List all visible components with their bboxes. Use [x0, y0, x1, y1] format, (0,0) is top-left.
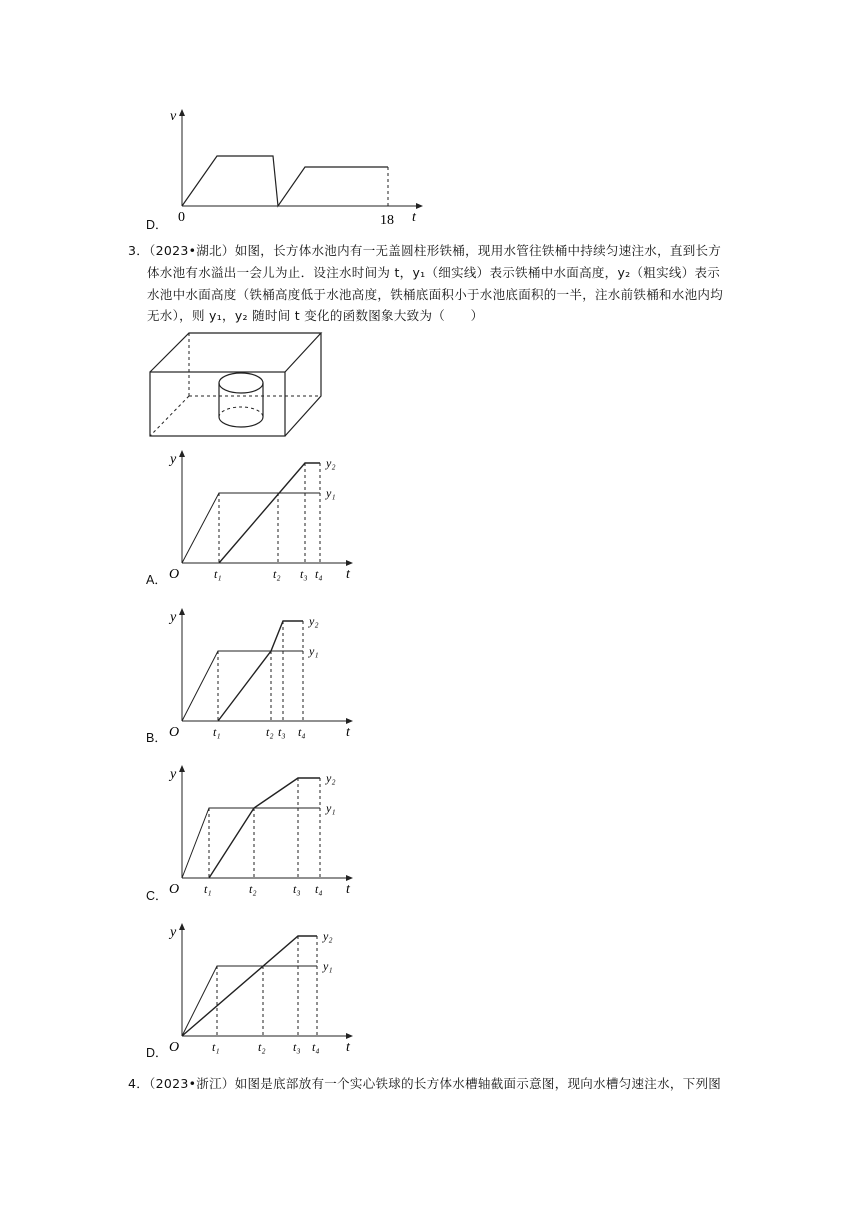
t3-label: t₃ [293, 1040, 301, 1054]
t3-label: t₃ [278, 725, 286, 739]
t3-label: t₃ [300, 567, 308, 581]
t1-label: t₁ [213, 725, 221, 739]
option-d-label: D． [146, 1046, 168, 1060]
t3-label: t₃ [293, 882, 301, 896]
y2-label: y₂ [309, 614, 319, 628]
y-axis-label: y [170, 925, 177, 940]
y1-label: y₁ [309, 644, 319, 658]
y1-curve [182, 808, 320, 878]
q3-line-1: 3．（2023•湖北）如图，长方体水池内有一无盖圆柱形铁桶，现用水管往铁桶中持续匀速注水，直到长方 [128, 243, 722, 258]
y-axis-label: y [170, 610, 177, 625]
option-graph-svg [140, 603, 380, 748]
question-3 [128, 240, 738, 327]
option-d-graph [140, 918, 380, 1063]
option-graph-svg [140, 760, 380, 905]
q3-line-3: 水池中水面高度（铁桶高度低于水池高度，铁桶底面积小于水池底面积的一半，注水前铁桶和水池内均 [147, 286, 724, 302]
origin-label: O [169, 725, 180, 740]
t4-label: t₄ [315, 567, 323, 581]
q4-line-1: 4．（2023•浙江）如图是底部放有一个实心铁球的长方体水槽轴截面示意图，现向水槽匀速注水，下列图 [128, 1076, 722, 1091]
y2-curve [182, 936, 317, 1036]
vt-graph-svg [140, 100, 440, 230]
t2-label: t₂ [266, 725, 274, 739]
vt-y-label: v [170, 109, 177, 124]
origin-label: O [169, 567, 180, 582]
option-a-label: A． [146, 573, 167, 587]
y1-label: y₁ [326, 801, 336, 815]
y2-curve [218, 621, 303, 721]
origin-label: O [169, 882, 180, 897]
vt-curve [182, 156, 388, 206]
y1-curve [182, 651, 303, 721]
vt-origin: 0 [178, 210, 185, 225]
x-axis-label: t [346, 725, 350, 740]
pool-svg [145, 328, 330, 443]
y1-curve [182, 493, 320, 563]
t2-label: t₂ [258, 1040, 266, 1054]
option-b-graph [140, 603, 380, 748]
vt-x-label: t [412, 210, 416, 225]
option-graph-svg [140, 918, 380, 1063]
t1-label: t₁ [214, 567, 222, 581]
y2-label: y₂ [326, 456, 336, 470]
y1-curve [182, 966, 317, 1036]
t1-label: t₁ [204, 882, 212, 896]
y2-curve [209, 778, 320, 878]
y2-label: y₂ [326, 771, 336, 785]
t4-label: t₄ [315, 882, 323, 896]
q3-line-4: 无水），则 y₁，y₂ 随时间 t 变化的函数图象大致为（ ） [147, 308, 484, 324]
x-axis-label: t [346, 567, 350, 582]
t4-label: t₄ [312, 1040, 320, 1054]
t2-label: t₂ [273, 567, 281, 581]
vt-x-18: 18 [380, 213, 394, 228]
pool-illustration [145, 328, 330, 443]
option-c-graph [140, 760, 380, 905]
option-a-graph [140, 445, 380, 590]
option-c-label: C． [146, 889, 168, 903]
y-axis-label: y [170, 767, 177, 782]
y1-label: y₁ [323, 959, 333, 973]
option-b-label: B． [146, 731, 167, 745]
option-d-top-label: D． [146, 218, 168, 232]
option-graph-svg [140, 445, 380, 590]
t2-label: t₂ [249, 882, 257, 896]
t4-label: t₄ [298, 725, 306, 739]
y-axis-label: y [170, 452, 177, 467]
question-4 [128, 1073, 748, 1095]
x-axis-label: t [346, 1040, 350, 1055]
q3-line-2: 体水池有水溢出一会儿为止．设注水时间为 t，y₁（细实线）表示铁桶中水面高度，y₂（粗实线）表示 [147, 264, 721, 280]
y2-label: y₂ [323, 929, 333, 943]
x-axis-label: t [346, 882, 350, 897]
origin-label: O [169, 1040, 180, 1055]
option-d-top-graph [140, 100, 440, 230]
y1-label: y₁ [326, 486, 336, 500]
t1-label: t₁ [212, 1040, 220, 1054]
